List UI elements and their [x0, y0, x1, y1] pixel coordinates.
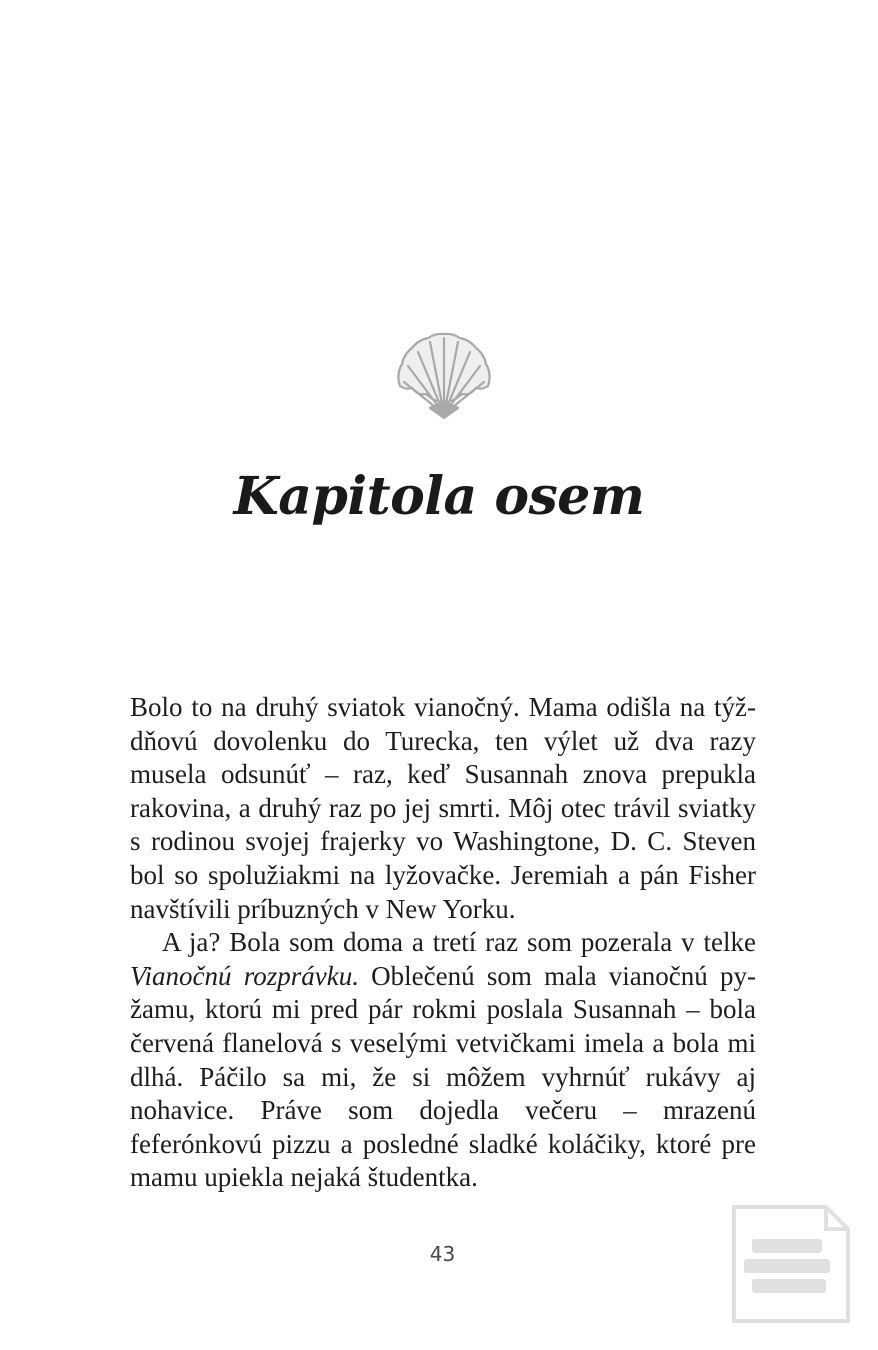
paragraph-2 [130, 926, 756, 1195]
scallop-shell-icon [390, 330, 498, 420]
paragraph-2-end: Oblečenú som mala vianočnú pyžamu, ktorú mi pred pár rokmi poslala Susannah – bola červená flanelová s veselými vetvičkami imela a bola mi dlhá. Páčilo sa mi, že si môžem vyhrnúť rukávy aj nohavice. Práve som dojedla večeru – mrazenú feferónkovú pizzu a posledné sladké koláčiky, ktoré pre mamu upiekla nejaká študentka. [130, 960, 756, 1193]
book-stack-logo-icon [730, 1203, 852, 1325]
chapter-title: Kapitola osem [233, 466, 645, 527]
page-number: 43 [429, 1242, 456, 1266]
paragraph-1: Bolo to na druhý sviatok vianočný. Mama odišla na týždňovú dovolenku do Turecka, ten výlet už dva razy musela odsunúť – raz, keď Susannah znova prepukla rakovina, a druhý raz po jej smrti. Môj otec trávil sviatky s rodinou svojej frajerky vo Washingtone, D. C. Steven bol so spolužiakmi na lyžovačke. Jeremiah a pán Fisher navštívili príbuzných v New Yorku. [130, 692, 756, 924]
book-title-italic: Vianočnú rozprávku. [130, 960, 359, 991]
body-text [130, 691, 756, 1195]
paragraph-2-start: A ja? Bola som doma a tretí raz som pozerala v telke [162, 927, 756, 958]
